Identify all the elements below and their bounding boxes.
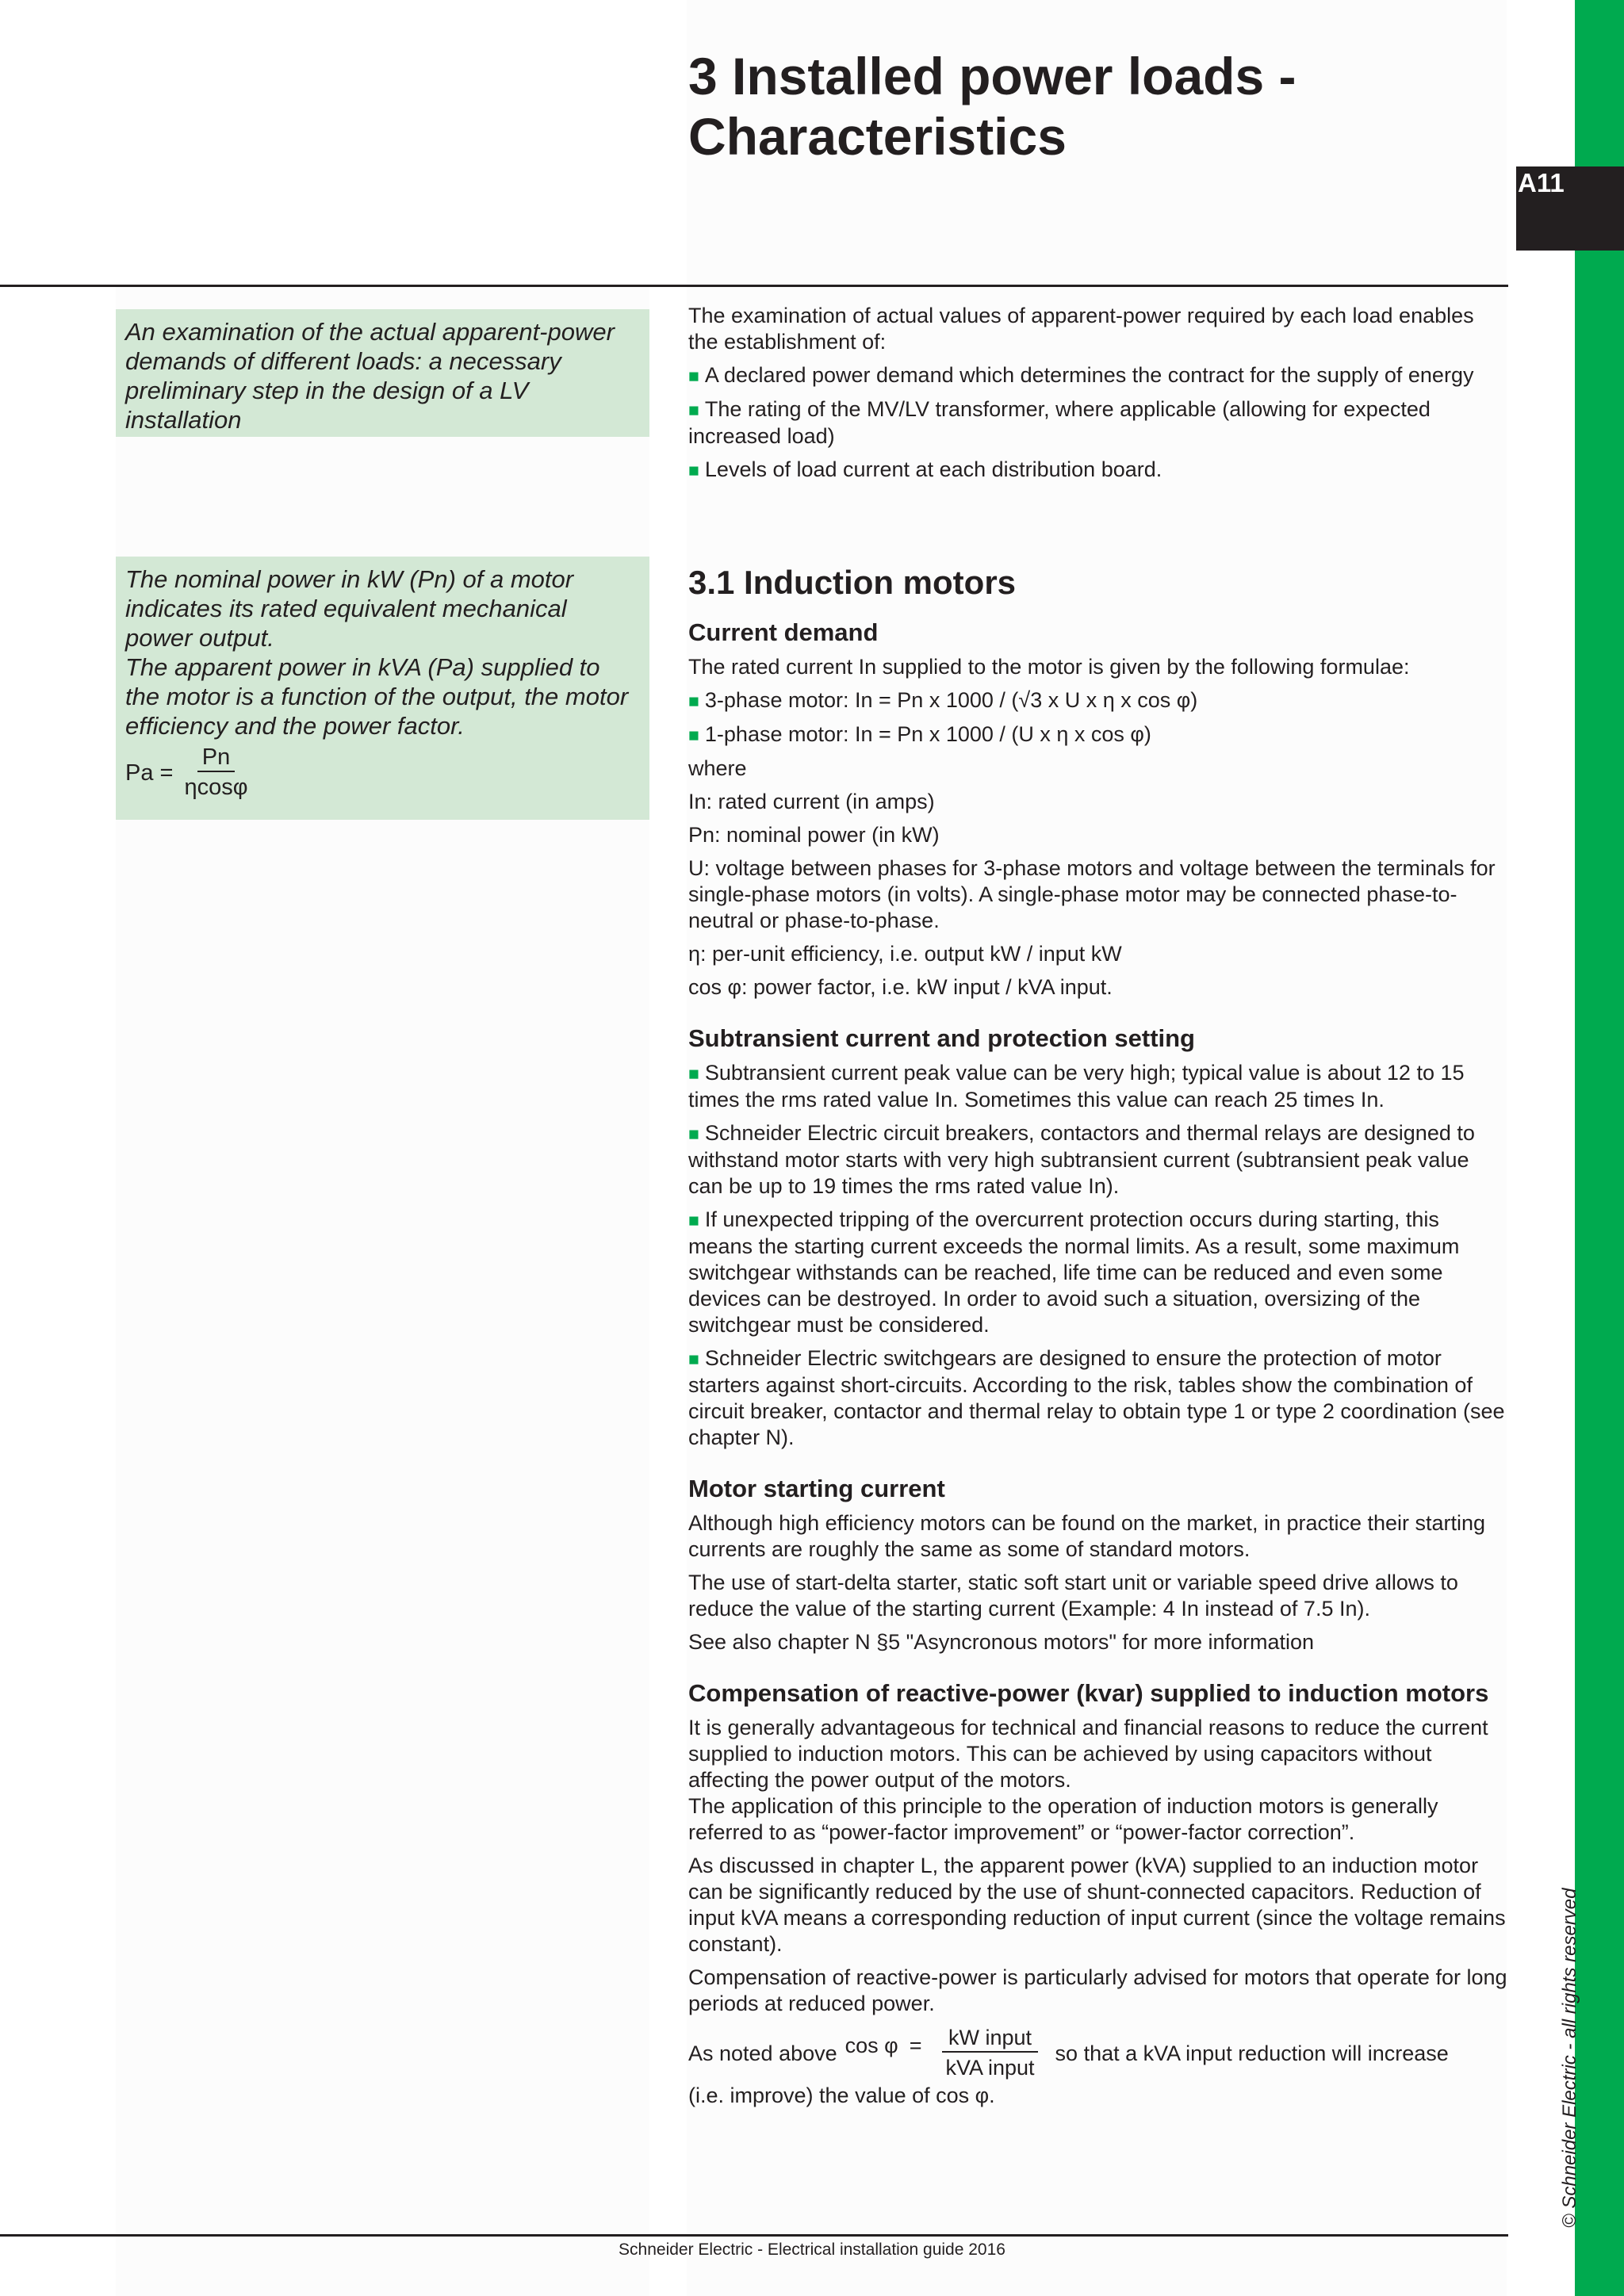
subsection-title-subtransient: Subtransient current and protection setting [688,1024,1195,1052]
formula-equals: = [909,2033,922,2057]
formula-suffix: so that a kVA input reduction will increase [1055,2041,1449,2065]
copyright-notice: © Schneider Electric - all rights reserved [1559,1888,1580,2228]
subtransient-bullet: ■ Schneider Electric circuit breakers, contactors and thermal relays are designed to withstand motor starts with very high subtransient current (subtransient peak value can be up to 19 times the rms rated value In). [688,1120,1508,1200]
footer-text: Schneider Electric - Electrical installation guide 2016 [619,2241,1005,2259]
chapter-title-line2: Characteristics [688,107,1067,166]
green-side-stripe [1575,0,1624,2296]
formula-cos-phi: cos φ [845,2033,898,2057]
starting-current-p3: See also chapter N §5 "Asyncronous motors" for more information [688,1630,1315,1654]
spacer [688,491,1508,564]
subtransient-bullet: ■ Schneider Electric switchgears are designed to ensure the protection of motor starters against short-circuits. According to the risk, tables show the combination of circuit breaker, contactor and thermal relay to obtain type 1 or type 2 coordination (see chapter N). [688,1345,1508,1451]
section-title: 3.1 Induction motors [688,564,1017,601]
sidenote-motor-power [116,557,649,820]
definition-u: U: voltage between phases for 3-phase motors and voltage between the terminals for single-phase motors (in volts). A single-phase motor may be connected phase-to-neutral or phase-to-phase. [688,856,1496,932]
sidenote-motor-p2: The apparent power in kVA (Pa) supplied to the motor is a function of the output, the motor efficiency and the power factor. [125,653,629,740]
sidenote-intro-text: An examination of the actual apparent-power demands of different loads: a necessary preliminary step in the design of a LV installation [125,318,615,434]
fraction-denominator: kVA input [945,2056,1035,2080]
intro-lead: The examination of actual values of apparent-power required by each load enables the establishment of: [688,304,1474,354]
fraction-numerator: kW input [942,2024,1038,2053]
definition-in: In: rated current (in amps) [688,790,935,813]
definition-pn: Pn: nominal power (in kW) [688,823,940,847]
spacer [688,1663,1508,1678]
page-number: A11 [1518,168,1565,197]
compensation-p3: Compensation of reactive-power is particularly advised for motors that operate for long periods at reduced power. [688,1965,1507,2015]
current-demand-lead: The rated current In supplied to the motor is given by the following formulae: [688,655,1410,679]
starting-current-p1: Although high efficiency motors can be found on the market, in practice their starting currents are roughly the same as some of standard motors. [688,1511,1486,1561]
power-factor-fraction [939,2024,1040,2083]
subsection-title-compensation: Compensation of reactive-power (kvar) supplied to induction motors [688,1679,1489,1707]
formula-numerator: Pn [197,744,235,772]
formula-fraction [179,744,252,802]
intro-bullet: ■ Levels of load current at each distribution board. [688,457,1508,484]
chapter-title-line1: 3 Installed power loads - [688,47,1297,105]
intro-bullet: ■ The rating of the MV/LV transformer, where applicable (allowing for expected increased load) [688,396,1508,450]
page-number-tab [1516,166,1624,251]
power-factor-formula-line [688,2024,1508,2083]
starting-current-p2: The use of start-delta starter, static soft start unit or variable speed drive allows to reduce the value of the starting current (Example: 4 In instead of 7.5 In). [688,1571,1458,1621]
spacer [688,1458,1508,1474]
subsection-title-starting-current: Motor starting current [688,1475,945,1502]
formula-prefix: As noted above [688,2041,837,2065]
chapter-title [688,46,1297,166]
compensation-p1b: The application of this principle to the operation of induction motors is generally referred to as “power-factor improvement” or “power-factor correction”. [688,1794,1438,1844]
definition-eta: η: per-unit efficiency, i.e. output kW / input kW [688,942,1122,966]
apparent-power-formula [125,744,640,802]
header-rule [0,285,1508,287]
subtransient-bullet: ■ Subtransient current peak value can be very high; typical value is about 12 to 15 times the rms rated value In. Sometimes this value can reach 25 times In. [688,1060,1508,1113]
footer-rule [0,2234,1508,2237]
main-column [688,303,1508,2116]
intro-bullet: ■ A declared power demand which determines the contract for the supply of energy [688,362,1508,389]
sidenote-motor-p1: The nominal power in kW (Pn) of a motor indicates its rated equivalent mechanical power output. [125,565,574,652]
definition-cos: cos φ: power factor, i.e. kW input / kVA input. [688,975,1113,999]
subsection-title-current-demand: Current demand [688,618,879,646]
formula-1phase: ■ 1-phase motor: In = Pn x 1000 / (U x η x cos φ) [688,721,1508,748]
subtransient-bullet: ■ If unexpected tripping of the overcurrent protection occurs during starting, this means the starting current exceeds the normal limits. As a result, some maximum switchgear withstands can be reached, life time can be reduced and even some devices can be destroyed. In order to avoid such a situation, oversizing of the switchgear must be considered. [688,1207,1508,1338]
formula-denominator: ηcosφ [184,775,248,800]
compensation-p2: As discussed in chapter L, the apparent power (kVA) supplied to an induction motor can be significantly reduced by the use of shunt-connected capacitors. Reduction of input kVA means a corresponding reduction of input current (since the voltage remains constant). [688,1854,1506,1956]
spacer [688,1008,1508,1024]
where-label: where [688,756,747,780]
compensation-p1a: It is generally advantageous for technical and financial reasons to reduce the current supplied to induction motors. This can be achieved by using capacitors without affecting the power output of the motors. [688,1716,1488,1792]
formula-3phase: ■ 3-phase motor: In = Pn x 1000 / (√3 x U x η x cos φ) [688,687,1508,714]
formula-lhs: Pa = [125,760,174,786]
compensation-final-line2: (i.e. improve) the value of cos φ. [688,2084,995,2107]
sidenote-intro [116,309,649,437]
